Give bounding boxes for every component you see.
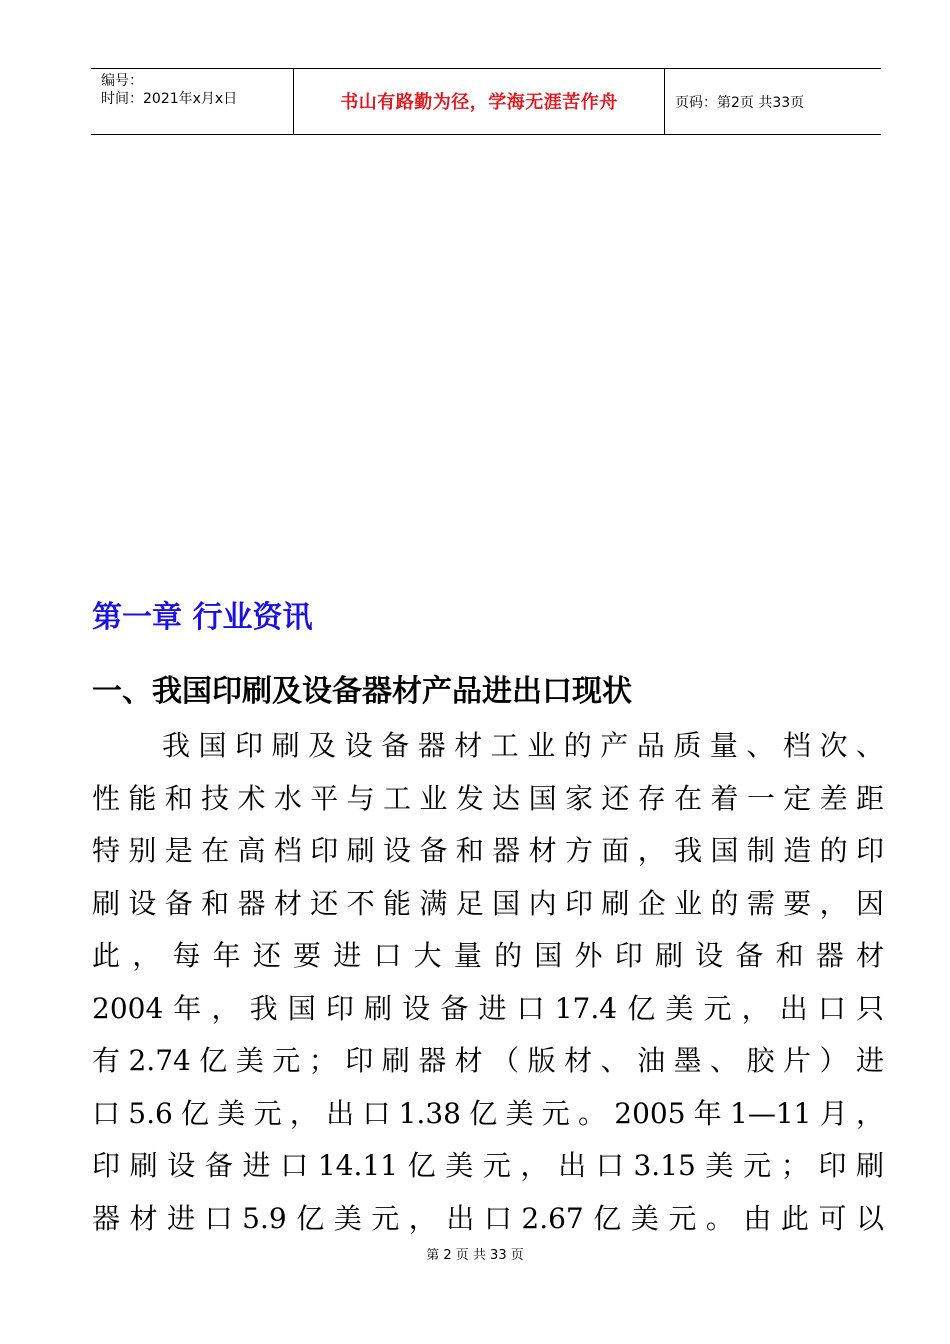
header-motto-cell — [293, 69, 665, 134]
paragraph-line: 口5.6亿美元，出口1.38亿美元。2005年1—11月， — [92, 1096, 884, 1130]
header-page-cell — [665, 69, 881, 134]
paragraph-line: 特别是在高档印刷设备和器材方面，我国制造的印 — [92, 834, 884, 867]
paragraph-line: 我国印刷及设备器材工业的产品质量、档次、 — [162, 729, 884, 762]
header-motto: 书山有路勤为径，学海无涯苦作舟 — [340, 92, 618, 113]
body-paragraph — [92, 720, 884, 1245]
paragraph-line: 印刷设备进口14.11亿美元，出口3.15美元；印刷 — [92, 1149, 884, 1182]
paragraph-line: 此，每年还要进口大量的国外印刷设备和器材 — [92, 939, 884, 972]
paragraph-line: 器材进口5.9亿美元，出口2.67亿美元。由此可以 — [92, 1201, 884, 1235]
paragraph-line: 2004年，我国印刷设备进口17.4亿美元，出口只 — [92, 991, 884, 1025]
header-page-info: 页码：第2页 共33页 — [675, 95, 805, 111]
document-time-label: 时间：2021年x月x日 — [101, 91, 238, 107]
page-header — [91, 68, 881, 135]
paragraph-line: 性能和技术水平与工业发达国家还存在着一定差距 — [92, 781, 884, 815]
paragraph-line: 有2.74亿美元；印刷器材（版材、油墨、胶片）进 — [92, 1044, 884, 1077]
header-meta-cell — [91, 69, 293, 134]
document-number-label: 编号： — [101, 73, 143, 89]
paragraph-line: 刷设备和器材还不能满足国内印刷企业的需要，因 — [92, 886, 884, 920]
section-title: 一、我国印刷及设备器材产品进出口现状 — [92, 674, 632, 709]
chapter-title: 第一章 行业资讯 — [92, 600, 313, 635]
page-footer: 第 2 页 共 33 页 — [426, 1248, 524, 1263]
